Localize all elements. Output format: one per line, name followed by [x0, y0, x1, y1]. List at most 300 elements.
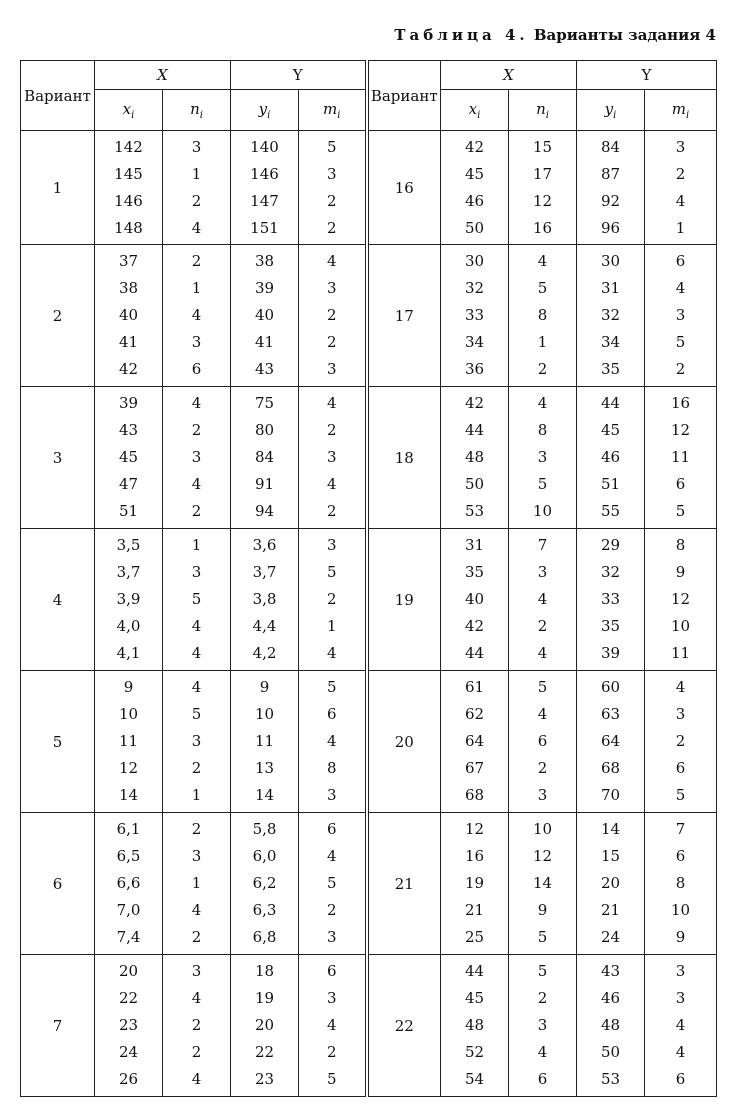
cell-value: 9	[123, 678, 134, 696]
x-values-right	[441, 529, 509, 671]
m-values-right	[645, 387, 717, 529]
cell-value: 5	[675, 502, 686, 520]
cell-value: 2	[675, 732, 686, 750]
cell-value: 5	[675, 333, 686, 351]
cell-value: 5	[537, 678, 548, 696]
cell-value: 12	[464, 820, 485, 838]
variant-number-left: 1	[21, 131, 95, 245]
header-variant-right: Вариант	[367, 61, 441, 131]
cell-value: 6	[191, 360, 202, 378]
cell-value: 4,1	[116, 644, 141, 662]
n-values-left	[163, 387, 231, 529]
cell-value: 4	[191, 989, 202, 1007]
m-values-right	[645, 529, 717, 671]
cell-value: 15	[600, 847, 621, 865]
x-values-right	[441, 131, 509, 245]
cell-value: 147	[250, 191, 279, 210]
variant-number-left: 6	[21, 813, 95, 955]
cell-value: 5	[326, 874, 337, 892]
cell-value: 4	[537, 394, 548, 412]
cell-value: 3	[537, 786, 548, 804]
cell-value: 4,4	[252, 617, 277, 635]
cell-value: 9	[675, 928, 686, 946]
cell-value: 31	[600, 279, 621, 297]
cell-value: 30	[464, 252, 485, 270]
cell-value: 41	[118, 333, 139, 351]
cell-value: 33	[464, 306, 485, 324]
cell-value: 4	[675, 1043, 686, 1061]
cell-value: 3	[326, 928, 337, 946]
variant-number-left: 4	[21, 529, 95, 671]
variant-number-right: 17	[367, 245, 441, 387]
cell-value: 2	[326, 421, 337, 439]
header-xi-right: $x_i$	[441, 90, 509, 131]
cell-value: 92	[600, 191, 621, 210]
cell-value: 60	[600, 678, 621, 696]
cell-value: 39	[600, 644, 621, 662]
cell-value: 34	[464, 333, 485, 351]
header-ni-left: $n_i$	[163, 90, 231, 131]
cell-value: 4	[675, 191, 686, 210]
cell-value: 3	[326, 448, 337, 466]
cell-value: 2	[326, 218, 337, 237]
n-values-right	[509, 131, 577, 245]
cell-value: 38	[118, 279, 139, 297]
cell-value: 11	[670, 644, 691, 662]
cell-value: 11	[118, 732, 139, 750]
cell-value: 45	[464, 164, 485, 183]
cell-value: 6	[675, 252, 686, 270]
cell-value: 151	[250, 218, 279, 237]
cell-value: 9	[537, 901, 548, 919]
cell-value: 3	[326, 786, 337, 804]
cell-value: 2	[326, 590, 337, 608]
cell-value: 5	[326, 563, 337, 581]
cell-value: 20	[600, 874, 621, 892]
cell-value: 80	[254, 421, 275, 439]
cell-value: 12	[118, 759, 139, 777]
header-mi-right: $m_i$	[645, 90, 717, 131]
cell-value: 4	[675, 678, 686, 696]
variant-number-left: 7	[21, 955, 95, 1097]
n-values-right	[509, 387, 577, 529]
cell-value: 24	[118, 1043, 139, 1061]
cell-value: 3	[326, 360, 337, 378]
cell-value: 37	[118, 252, 139, 270]
cell-value: 6	[326, 820, 337, 838]
header-ni-right: $n_i$	[509, 90, 577, 131]
x-values-right	[441, 245, 509, 387]
m-values-right	[645, 813, 717, 955]
caption-title: Варианты задания 4	[533, 26, 716, 44]
cell-value: 12	[670, 421, 691, 439]
cell-value: 4	[326, 1016, 337, 1034]
cell-value: 14	[532, 874, 553, 892]
m-values-right	[645, 671, 717, 813]
cell-value: 1	[675, 218, 686, 237]
cell-value: 6,8	[252, 928, 277, 946]
cell-value: 2	[537, 360, 548, 378]
cell-value: 5,8	[252, 820, 277, 838]
cell-value: 3,7	[252, 563, 277, 581]
cell-value: 4,2	[252, 644, 277, 662]
cell-value: 55	[600, 502, 621, 520]
y-values-left	[231, 529, 299, 671]
header-xi-left: $x_i$	[95, 90, 163, 131]
cell-value: 1	[326, 617, 337, 635]
cell-value: 67	[464, 759, 485, 777]
cell-value: 19	[464, 874, 485, 892]
x-values-left	[95, 387, 163, 529]
cell-value: 1	[537, 333, 548, 351]
cell-value: 21	[600, 901, 621, 919]
cell-value: 6	[675, 847, 686, 865]
cell-value: 22	[254, 1043, 275, 1061]
cell-value: 11	[670, 448, 691, 466]
cell-value: 43	[254, 360, 275, 378]
cell-value: 31	[464, 536, 485, 554]
cell-value: 50	[464, 218, 485, 237]
variant-number-left: 2	[21, 245, 95, 387]
cell-value: 3	[191, 732, 202, 750]
n-values-right	[509, 529, 577, 671]
cell-value: 6	[326, 962, 337, 980]
table-row	[21, 955, 717, 1097]
cell-value: 14	[118, 786, 139, 804]
cell-value: 3,6	[252, 536, 277, 554]
cell-value: 4	[191, 475, 202, 493]
x-values-left	[95, 955, 163, 1097]
m-values-left	[299, 131, 367, 245]
cell-value: 4	[326, 394, 337, 412]
cell-value: 3	[191, 962, 202, 980]
cell-value: 48	[464, 1016, 485, 1034]
cell-value: 4	[326, 252, 337, 270]
cell-value: 3	[191, 333, 202, 351]
cell-value: 4	[326, 847, 337, 865]
cell-value: 4	[191, 218, 202, 237]
cell-value: 2	[191, 1043, 202, 1061]
cell-value: 4	[191, 644, 202, 662]
cell-value: 10	[532, 502, 553, 520]
cell-value: 140	[250, 137, 279, 156]
cell-value: 35	[464, 563, 485, 581]
header-x-group-left: X	[95, 61, 231, 90]
variants-table	[20, 60, 717, 1097]
table-caption	[394, 26, 716, 44]
cell-value: 7,4	[116, 928, 141, 946]
y-values-left	[231, 671, 299, 813]
caption-prefix: Таблица 4.	[394, 26, 529, 44]
cell-value: 3	[675, 989, 686, 1007]
cell-value: 3	[326, 164, 337, 183]
cell-value: 40	[464, 590, 485, 608]
n-values-right	[509, 671, 577, 813]
cell-value: 142	[114, 137, 143, 156]
cell-value: 14	[254, 786, 275, 804]
cell-value: 3	[675, 306, 686, 324]
cell-value: 5	[191, 590, 202, 608]
cell-value: 3	[191, 563, 202, 581]
cell-value: 32	[464, 279, 485, 297]
cell-value: 12	[532, 847, 553, 865]
cell-value: 62	[464, 705, 485, 723]
cell-value: 4	[537, 1043, 548, 1061]
cell-value: 4	[537, 644, 548, 662]
header-mi-left: $m_i$	[299, 90, 367, 131]
y-values-right	[577, 529, 645, 671]
cell-value: 3	[191, 847, 202, 865]
cell-value: 2	[191, 191, 202, 210]
cell-value: 3	[675, 705, 686, 723]
m-values-right	[645, 131, 717, 245]
y-values-right	[577, 671, 645, 813]
m-values-right	[645, 955, 717, 1097]
cell-value: 16	[532, 218, 553, 237]
cell-value: 87	[600, 164, 621, 183]
cell-value: 2	[537, 989, 548, 1007]
cell-value: 3	[326, 536, 337, 554]
cell-value: 32	[600, 563, 621, 581]
cell-value: 68	[464, 786, 485, 804]
cell-value: 75	[254, 394, 275, 412]
cell-value: 2	[326, 306, 337, 324]
cell-value: 6,5	[116, 847, 141, 865]
cell-value: 42	[464, 137, 485, 156]
cell-value: 36	[464, 360, 485, 378]
cell-value: 48	[600, 1016, 621, 1034]
cell-value: 13	[254, 759, 275, 777]
cell-value: 2	[326, 901, 337, 919]
cell-value: 4	[191, 394, 202, 412]
variant-number-right: 21	[367, 813, 441, 955]
cell-value: 3,8	[252, 590, 277, 608]
cell-value: 4	[326, 732, 337, 750]
cell-value: 22	[118, 989, 139, 1007]
cell-value: 145	[114, 164, 143, 183]
cell-value: 50	[464, 475, 485, 493]
x-values-left	[95, 813, 163, 955]
cell-value: 4	[675, 279, 686, 297]
cell-value: 4	[191, 306, 202, 324]
n-values-right	[509, 813, 577, 955]
cell-value: 23	[254, 1070, 275, 1088]
y-values-left	[231, 131, 299, 245]
cell-value: 3	[191, 137, 202, 156]
cell-value: 16	[670, 394, 691, 412]
table-row	[21, 245, 717, 387]
cell-value: 15	[532, 137, 553, 156]
x-values-right	[441, 671, 509, 813]
cell-value: 44	[464, 962, 485, 980]
cell-value: 10	[532, 820, 553, 838]
header-yi-right: $y_i$	[577, 90, 645, 131]
n-values-left	[163, 529, 231, 671]
cell-value: 4	[326, 475, 337, 493]
cell-value: 44	[464, 421, 485, 439]
cell-value: 2	[537, 759, 548, 777]
variant-number-left: 3	[21, 387, 95, 529]
cell-value: 38	[254, 252, 275, 270]
y-values-right	[577, 955, 645, 1097]
cell-value: 2	[326, 502, 337, 520]
cell-value: 14	[600, 820, 621, 838]
cell-value: 2	[191, 928, 202, 946]
y-values-left	[231, 813, 299, 955]
cell-value: 6	[675, 759, 686, 777]
table-row	[21, 671, 717, 813]
cell-value: 6	[326, 705, 337, 723]
cell-value: 5	[537, 279, 548, 297]
variant-number-right: 20	[367, 671, 441, 813]
x-values-right	[441, 955, 509, 1097]
y-values-left	[231, 955, 299, 1097]
cell-value: 4	[537, 705, 548, 723]
cell-value: 146	[250, 164, 279, 183]
cell-value: 5	[675, 786, 686, 804]
cell-value: 12	[670, 590, 691, 608]
cell-value: 10	[670, 617, 691, 635]
cell-value: 35	[600, 617, 621, 635]
cell-value: 4	[191, 617, 202, 635]
cell-value: 45	[464, 989, 485, 1007]
cell-value: 44	[600, 394, 621, 412]
cell-value: 42	[464, 617, 485, 635]
cell-value: 34	[600, 333, 621, 351]
cell-value: 46	[600, 989, 621, 1007]
cell-value: 94	[254, 502, 275, 520]
table-row	[21, 813, 717, 955]
cell-value: 2	[191, 502, 202, 520]
cell-value: 25	[464, 928, 485, 946]
cell-value: 68	[600, 759, 621, 777]
cell-value: 1	[191, 786, 202, 804]
cell-value: 3,9	[116, 590, 141, 608]
cell-value: 61	[464, 678, 485, 696]
cell-value: 23	[118, 1016, 139, 1034]
n-values-left	[163, 131, 231, 245]
cell-value: 30	[600, 252, 621, 270]
table-row	[21, 131, 717, 245]
cell-value: 42	[464, 394, 485, 412]
cell-value: 18	[254, 962, 275, 980]
cell-value: 2	[191, 820, 202, 838]
cell-value: 3	[191, 448, 202, 466]
cell-value: 2	[191, 1016, 202, 1034]
cell-value: 3	[675, 137, 686, 156]
cell-value: 4	[326, 644, 337, 662]
cell-value: 91	[254, 475, 275, 493]
variant-number-right: 18	[367, 387, 441, 529]
cell-value: 5	[537, 475, 548, 493]
cell-value: 32	[600, 306, 621, 324]
cell-value: 35	[600, 360, 621, 378]
cell-value: 20	[254, 1016, 275, 1034]
cell-value: 6,6	[116, 874, 141, 892]
cell-value: 46	[600, 448, 621, 466]
cell-value: 2	[326, 1043, 337, 1061]
cell-value: 51	[600, 475, 621, 493]
cell-value: 4	[191, 678, 202, 696]
cell-value: 2	[675, 360, 686, 378]
cell-value: 53	[600, 1070, 621, 1088]
n-values-left	[163, 671, 231, 813]
cell-value: 9	[675, 563, 686, 581]
y-values-left	[231, 245, 299, 387]
m-values-left	[299, 245, 367, 387]
cell-value: 7	[675, 820, 686, 838]
table-body	[21, 131, 717, 1097]
cell-value: 54	[464, 1070, 485, 1088]
x-values-left	[95, 529, 163, 671]
cell-value: 21	[464, 901, 485, 919]
cell-value: 2	[326, 191, 337, 210]
cell-value: 6	[675, 475, 686, 493]
y-values-right	[577, 813, 645, 955]
cell-value: 3	[326, 279, 337, 297]
cell-value: 44	[464, 644, 485, 662]
cell-value: 8	[537, 306, 548, 324]
cell-value: 146	[114, 191, 143, 210]
x-values-left	[95, 245, 163, 387]
cell-value: 64	[464, 732, 485, 750]
cell-value: 9	[259, 678, 270, 696]
cell-value: 11	[254, 732, 275, 750]
m-values-left	[299, 387, 367, 529]
y-values-left	[231, 387, 299, 529]
n-values-right	[509, 955, 577, 1097]
cell-value: 8	[675, 536, 686, 554]
n-values-left	[163, 245, 231, 387]
m-values-left	[299, 671, 367, 813]
cell-value: 1	[191, 536, 202, 554]
cell-value: 43	[600, 962, 621, 980]
cell-value: 33	[600, 590, 621, 608]
cell-value: 84	[254, 448, 275, 466]
cell-value: 3	[675, 962, 686, 980]
cell-value: 3,7	[116, 563, 141, 581]
cell-value: 2	[675, 164, 686, 183]
cell-value: 7	[537, 536, 548, 554]
cell-value: 40	[254, 306, 275, 324]
header-variant-left: Вариант	[21, 61, 95, 131]
y-values-right	[577, 131, 645, 245]
cell-value: 4,0	[116, 617, 141, 635]
cell-value: 10	[254, 705, 275, 723]
cell-value: 43	[118, 421, 139, 439]
cell-value: 3	[537, 563, 548, 581]
cell-value: 8	[675, 874, 686, 892]
table-row	[21, 529, 717, 671]
x-values-right	[441, 813, 509, 955]
cell-value: 53	[464, 502, 485, 520]
cell-value: 45	[600, 421, 621, 439]
header-y-group-left: Y	[231, 61, 367, 90]
m-values-left	[299, 529, 367, 671]
cell-value: 1	[191, 279, 202, 297]
cell-value: 5	[537, 962, 548, 980]
cell-value: 5	[326, 137, 337, 156]
cell-value: 4	[675, 1016, 686, 1034]
table-row	[21, 387, 717, 529]
cell-value: 96	[600, 218, 621, 237]
cell-value: 70	[600, 786, 621, 804]
cell-value: 39	[254, 279, 275, 297]
cell-value: 3	[326, 989, 337, 1007]
cell-value: 10	[670, 901, 691, 919]
cell-value: 5	[537, 928, 548, 946]
cell-value: 16	[464, 847, 485, 865]
